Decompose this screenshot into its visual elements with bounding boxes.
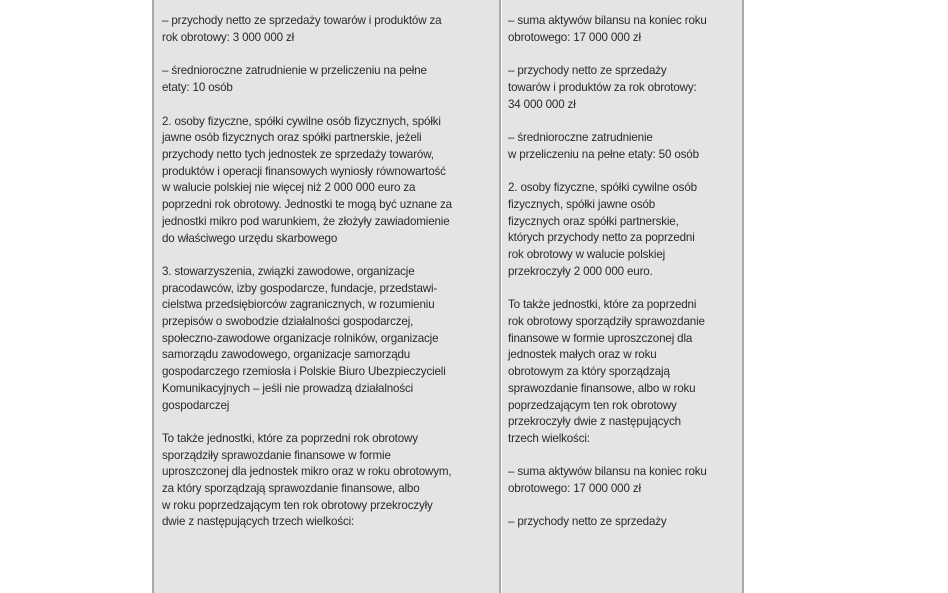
right-paragraph-5: 2. osoby fizyczne, spółki cywilne osób fizycznych, spółki jawne osób fizycznych oraz spółki partnerskie, których przychody netto za poprzedni rok obrotowy w walucie polskiej przekroczyły 2 000 000 euro.	[508, 181, 697, 278]
left-paragraph-3: – średnioroczne zatrudnienie w przeliczeniu na pełne etaty: 10 osób	[162, 64, 427, 95]
right-paragraph-7: – suma aktywów bilansu na koniec roku obrotowego: 17 000 000 zł	[508, 465, 707, 495]
right-paragraph-6: To także jednostki, które za poprzedni rok obrotowy sporządziły sprawozdanie finansowe w formie uproszczonej dla jednostek małych oraz w roku obrotowym za który sporządzają sprawozdanie finansowe, albo w roku poprzedzającym ten rok obrotowy przekroczyły dwie z następujących trzech wielkości:	[508, 298, 705, 445]
right-paragraph-2: – suma aktywów bilansu na koniec roku obrotowego: 17 000 000 zł	[508, 14, 707, 45]
left-paragraph-4: 2. osoby fizyczne, spółki cywilne osób fizycznych, spółki jawne osób fizycznych oraz spółki partnerskie, jeżeli przychody netto tych jednostek ze sprzedaży towarów, produktów i operacji finansowych wyniosły równowartość w walucie polskiej nie więcej niż 2 000 000 euro za poprzedni rok obrotowy. Jednostki te mogą być uznane za jednostki mikro pod warunkiem, że złożyły zawiadomienie do właściwego urzędu skarbowego	[162, 114, 452, 245]
right-paragraph-8: – przychody netto ze sprzedaży	[508, 515, 667, 529]
left-text-column	[152, 0, 501, 593]
right-paragraph-3: – przychody netto ze sprzedaży towarów i produktów za rok obrotowy: 34 000 000 zł	[508, 64, 697, 111]
left-paragraph-6: To także jednostki, które za poprzedni rok obrotowy sporządziły sprawozdanie finansowe w formie uproszczonej dla jednostek mikro oraz w roku obrotowym, za który sporządzają sprawozdanie finansowe, albo w roku poprzedzającym ten rok obrotowy przekroczyły dwie z następujących trzech wielkości:	[162, 431, 452, 529]
left-paragraph-5: 3. stowarzyszenia, związki zawodowe, organizacje pracodawców, izby gospodarcze, fundacje, przedstawi- cielstwa przedsiębiorców zagranicznych, w rozumieniu przepisów o swobodzie działalności gospodarczej, społeczno-zawodowe organizacje rolników, organizacje samorządu zawodowego, organizacje samorządu gospodarczego rzemiosła i Polskie Biuro Ubezpieczycieli Komunikacyjnych – jeśli nie prowadzą działalności gospodarczej	[162, 264, 446, 412]
left-paragraph-2: – przychody netto ze sprzedaży towarów i produktów za rok obrotowy: 3 000 000 zł	[162, 14, 442, 45]
right-paragraph-4: – średnioroczne zatrudnienie w przeliczeniu na pełne etaty: 50 osób	[508, 131, 699, 161]
right-text-column	[502, 0, 744, 593]
